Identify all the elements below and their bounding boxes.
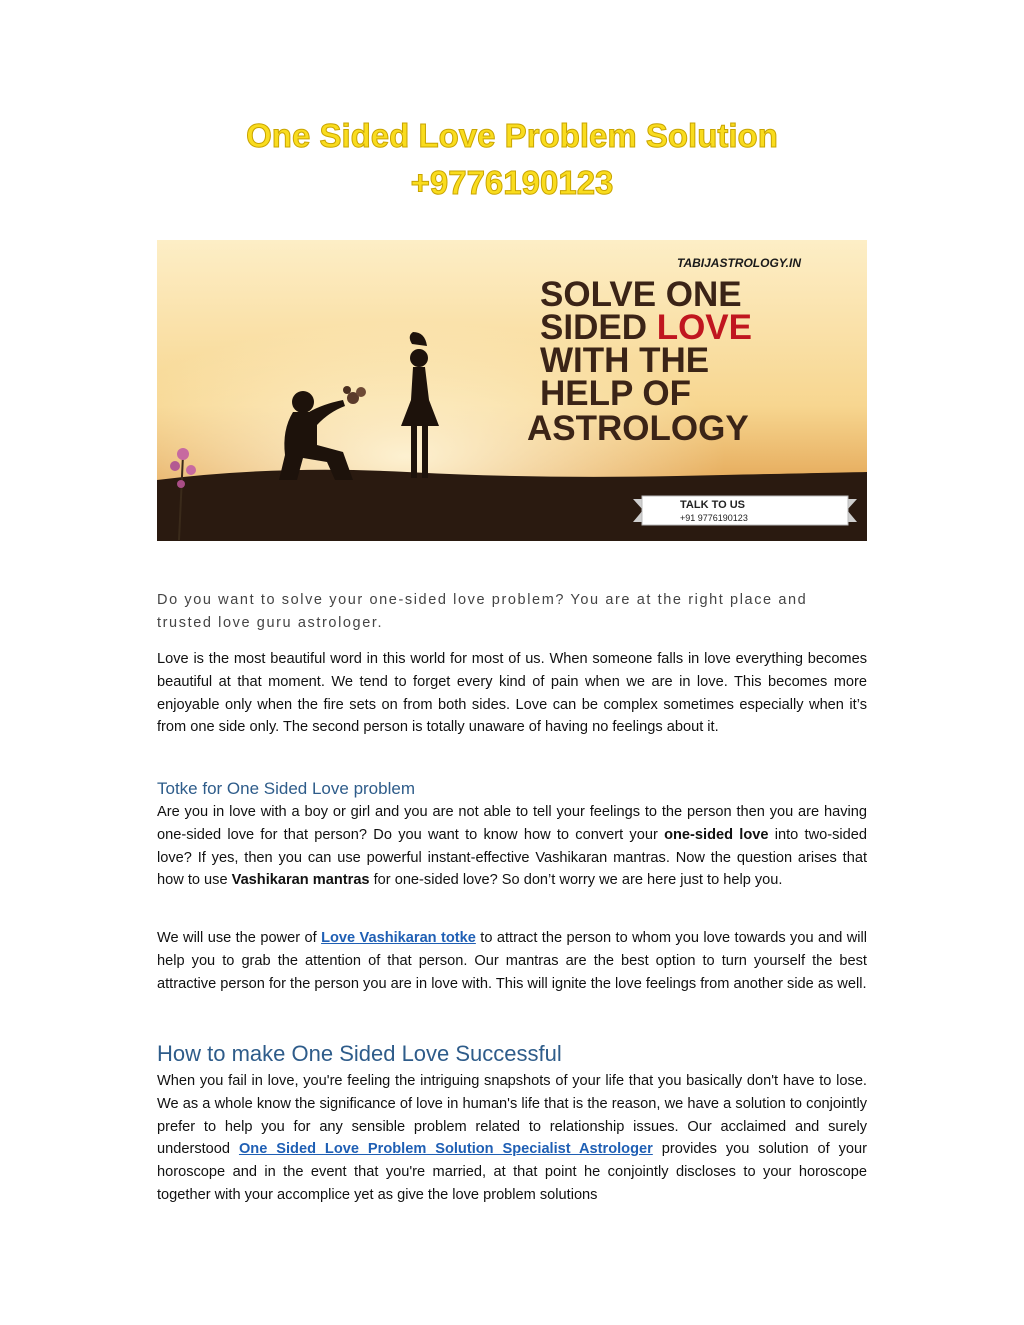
- p3-text-b: to attract the person to whom you love towards you and will help you to grab the attention of that person. Our mantras are the best option to turn yourself the best attractive person for the person you are in love with. This will ignite the love feelings from another side as well.: [157, 930, 867, 992]
- p2-text-a: Are you in love with a boy or girl and you are not able to tell your feelings to the person then you are having one-sided love for that person? Do you want to know how to convert your: [157, 804, 867, 843]
- headline-line-4: HELP OF: [540, 374, 692, 413]
- page-title: [0, 112, 1024, 206]
- cta-title: TALK TO US: [680, 499, 745, 511]
- p3-text-a: We will use the power of: [157, 930, 322, 946]
- specialist-astrologer-link[interactable]: One Sided Love Problem Solution Specialist Astrologer: [238, 1141, 653, 1158]
- title-line-1: One Sided Love Problem Solution: [246, 117, 778, 154]
- paragraph-vashikaran: [157, 927, 867, 995]
- hero-banner-image: [157, 240, 867, 541]
- p4-text-b: provides you solution of your horoscope and in the event that you're married, at that point he conjointly discloses to your horoscope together with your accomplice yet as give the love problem solutions: [157, 1141, 867, 1203]
- intro-paragraph: Do you want to solve your one-sided love problem? You are at the right place and trusted love guru astrologer.: [157, 592, 808, 631]
- heading-how-to-make: How to make One Sided Love Successful: [157, 1041, 562, 1066]
- p2-bold-one-sided-love: one-sided love: [664, 826, 769, 843]
- talk-to-us-banner: [633, 496, 857, 525]
- headline-line-1: SOLVE ONE: [540, 275, 742, 314]
- p2-text-e: for one-sided love? So don’t worry we are here just to help you.: [369, 872, 783, 889]
- paragraph-successful: [157, 1070, 867, 1207]
- site-name-text: TABIJASTROLOGY.IN: [677, 256, 802, 270]
- p2-text-c: into two-sided love? If yes, then you can use powerful instant-effective Vashikaran mantras. Now the question arises that how to use: [157, 826, 867, 889]
- p4-text-a: When you fail in love, you're feeling the intriguing snapshots of your life that you basically don't have to lose. We as a whole know the significance of love in human's life that is the reason, we have a solution to conjointly prefer to help you for any sensible problem related to relationship issues. Our acclaimed and surely understood: [157, 1073, 867, 1158]
- headline-line-5: ASTROLOGY: [527, 409, 749, 448]
- hero-illustration: [157, 240, 867, 541]
- headline-line-3: WITH THE: [540, 341, 710, 380]
- paragraph-love-meaning: Love is the most beautiful word in this world for most of us. When someone falls in love everything becomes beautiful at that moment. We tend to forget every kind of pain when we are in love. This becomes more enjoyable only when the fire sets on from both sides. Love can be complex sometimes especially when it’s from one side only. The second person is totally unaware of having no feelings about it.: [157, 651, 867, 736]
- p2-bold-vashikaran-mantras: Vashikaran mantras: [231, 872, 370, 889]
- love-vashikaran-totke-link[interactable]: Love Vashikaran totke: [321, 930, 476, 946]
- title-line-2-phone: +9776190123: [410, 164, 614, 201]
- cta-phone: +91 9776190123: [680, 513, 748, 523]
- headline-line-2: SIDED LOVE: [540, 308, 752, 347]
- paragraph-totke: [157, 801, 867, 892]
- heading-totke: Totke for One Sided Love problem: [157, 779, 415, 798]
